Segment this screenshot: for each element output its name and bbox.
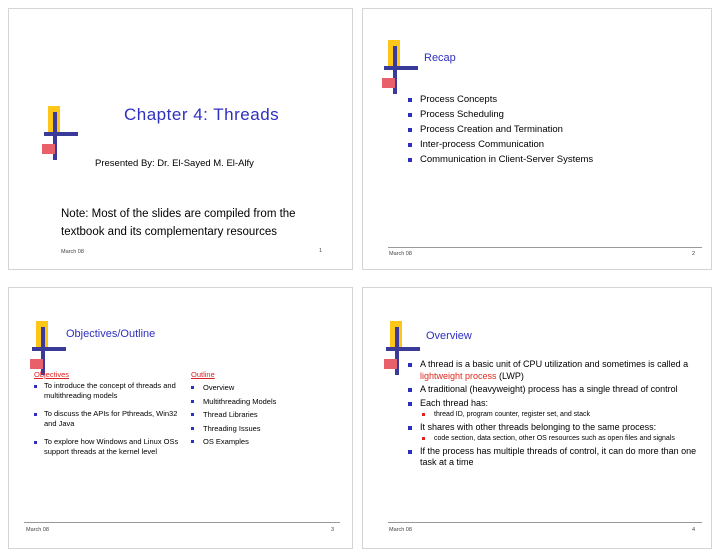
slide-1-content (8, 8, 353, 270)
slide-2-footer-rule (388, 247, 702, 248)
slide-2-decoration (382, 40, 422, 100)
slide-4-date: March 08 (389, 527, 412, 533)
slide-3-content (8, 287, 353, 549)
sub-list-item: thread ID, program counter, register set, and stack (408, 409, 708, 420)
list-item: Process Creation and Termination (408, 122, 698, 137)
slide-1-decoration (42, 106, 82, 166)
list-item: A traditional (heavyweight) process has a single thread of control (408, 384, 708, 396)
slide-4-list (408, 359, 708, 469)
list-item: To introduce the concept of threads and multithreading models (34, 381, 184, 401)
list-item: Each thread has: (408, 398, 708, 410)
list-item: A thread is a basic unit of CPU utilization and sometimes is called a lightweight process (LWP) (408, 359, 708, 382)
slide-1-date: March 08 (61, 249, 84, 255)
outline-list (191, 381, 321, 449)
sub-list-item: code section, data section, other OS resources such as open files and signals (408, 434, 708, 443)
slide-3-footer-rule (24, 522, 340, 523)
slide-2-list (408, 92, 698, 167)
slide-2-page-number: 2 (692, 251, 696, 257)
list-item: Threading Issues (191, 422, 321, 436)
slide-2-date: March 08 (389, 251, 412, 257)
slide-1-page-number: 1 (319, 248, 323, 254)
list-item: To explore how Windows and Linux OSs support threads at the kernel level (34, 437, 184, 457)
outline-heading: Outline (191, 370, 215, 379)
slide-4-page-number: 4 (692, 527, 696, 533)
slide-2-title: Recap (424, 52, 456, 64)
slide-4-footer-rule (388, 522, 702, 523)
list-item: Multithreading Models (191, 395, 321, 409)
list-item: To discuss the APIs for Pthreads, Win32 and Java (34, 409, 184, 429)
list-item: If the process has multiple threads of control, it can do more than one task at a time (408, 446, 708, 469)
slide-4-content (362, 287, 712, 549)
list-item: Process Concepts (408, 92, 698, 107)
slide-3-date: March 08 (26, 527, 49, 533)
list-item: It shares with other threads belonging to the same process: (408, 422, 708, 434)
list-item: Thread Libraries (191, 408, 321, 422)
list-item: Inter-process Communication (408, 137, 698, 152)
slide-1-note: Note: Most of the slides are compiled from the textbook and its complementary resources (61, 208, 296, 238)
slide-1-presenter: Presented By: Dr. El-Sayed M. El-Alfy (95, 158, 254, 169)
slide-1-title: Chapter 4: Threads (124, 105, 280, 124)
list-item: Overview (191, 381, 321, 395)
lightweight-process-highlight: lightweight process (420, 370, 497, 381)
list-item: Communication in Client-Server Systems (408, 152, 698, 167)
objectives-list (34, 381, 184, 457)
list-item: Process Scheduling (408, 107, 698, 122)
objectives-heading: Objectives (34, 370, 70, 379)
slide-3-page-number: 3 (331, 527, 335, 533)
list-item: OS Examples (191, 435, 321, 449)
slide-4-title: Overview (426, 330, 472, 342)
slide-2-content (362, 8, 712, 270)
slide-3-title: Objectives/Outline (66, 328, 156, 340)
